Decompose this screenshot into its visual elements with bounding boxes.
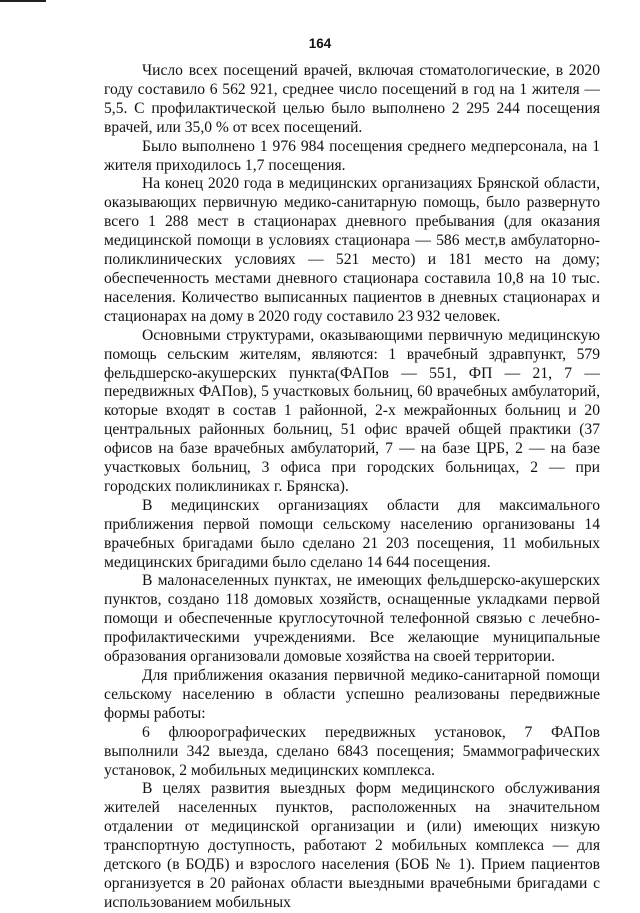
paragraph-visits-total: Число всех посещений врачей, включая стоматологические, в 2020 году составило 6 562 921, среднее число посещений в год на 1 жителя — 5,5. С профилактической целью было выполнено 2 295 244 посещения врачей, или 35,0 % от всех посещений. (104, 62, 600, 136)
paragraph-mobile-units: 6 флюорографических передвижных установок, 7 ФАПов выполнили 342 выезда, сделано 6843 посещения; 5маммографических установок, 2 мобильных медицинских комплекса. (104, 723, 600, 779)
document-body (104, 62, 600, 913)
paragraph-rural-structures: Основными структурами, оказывающими первичную медицинскую помощь сельским жителям, являются: 1 врачебный здравпункт, 579 фельдшерско-акушерских пункта(ФАПов — 551, ФП — 21, 7 — передвижных ФАПов), 5 участковых больниц, 60 врачебных амбулаторий, которые входят в состав 1 районной, 2-х межрайонных больниц и 20 центральных районных больниц, 51 офис врачей общей практики (37 офисов на базе врачебных амбулаторий, 7 — на базе ЦРБ, 2 — на базе участковых больниц, 3 офиса при городских больницах, 2 — при городских поликлиниках г. Брянска). (104, 326, 600, 495)
paragraph-home-households: В малонаселенных пунктах, не имеющих фельдшерско-акушерских пунктов, создано 118 домовых хозяйств, оснащенные укладками первой помощи и обеспеченные круглосуточной телефонной связью с лечебно-профилактическими учреждениями. Все желающие муниципальные образования организовали домовые хозяйства на своей территории. (104, 572, 600, 666)
paragraph-mobile-complexes: В целях развития выездных форм медицинского обслуживания жителей населенных пунктов, расположенных на значительном отдалении от медицинской организации и (или) имеющих низкую транспортную доступность, работают 2 мобильных комплекса — для детского (в БОДБ) и взрослого населения (БОБ № 1). Прием пациентов организуется в 20 районах области выездными врачебными бригадами с использованием мобильных (104, 780, 600, 911)
paragraph-nursing-visits: Было выполнено 1 976 984 посещения среднего медперсонала, на 1 жителя приходилось 1,7 посещения. (104, 137, 600, 174)
paragraph-day-hospitals: На конец 2020 года в медицинских организациях Брянской области, оказывающих первичную медико-санитарную помощь, было развернуто всего 1 288 мест в стационарах дневного пребывания (для оказания медицинской помощи в условиях стационара — 586 мест,в амбулаторно-поликлинических условиях — 521 место) и 181 место на дому; обеспеченность местами дневного стационара составила 10,8 на 10 тыс. населения. Количество выписанных пациентов в дневных стационарах и стационарах на дому в 2020 году составило 23 932 человек. (104, 175, 600, 325)
top-edge-rule (0, 0, 46, 2)
page-number: 164 (308, 36, 332, 51)
paragraph-medical-teams: В медицинских организациях области для максимального приближения первой помощи сельскому населению организованы 14 врачебных бригадами было сделано 21 203 посещения, 11 мобильных медицинских бригадими было сделано 14 644 посещения. (104, 496, 600, 571)
paragraph-mobile-forms-intro: Для приближения оказания первичной медико-санитарной помощи сельскому населению в области успешно реализованы передвижные формы работы: (104, 667, 600, 722)
